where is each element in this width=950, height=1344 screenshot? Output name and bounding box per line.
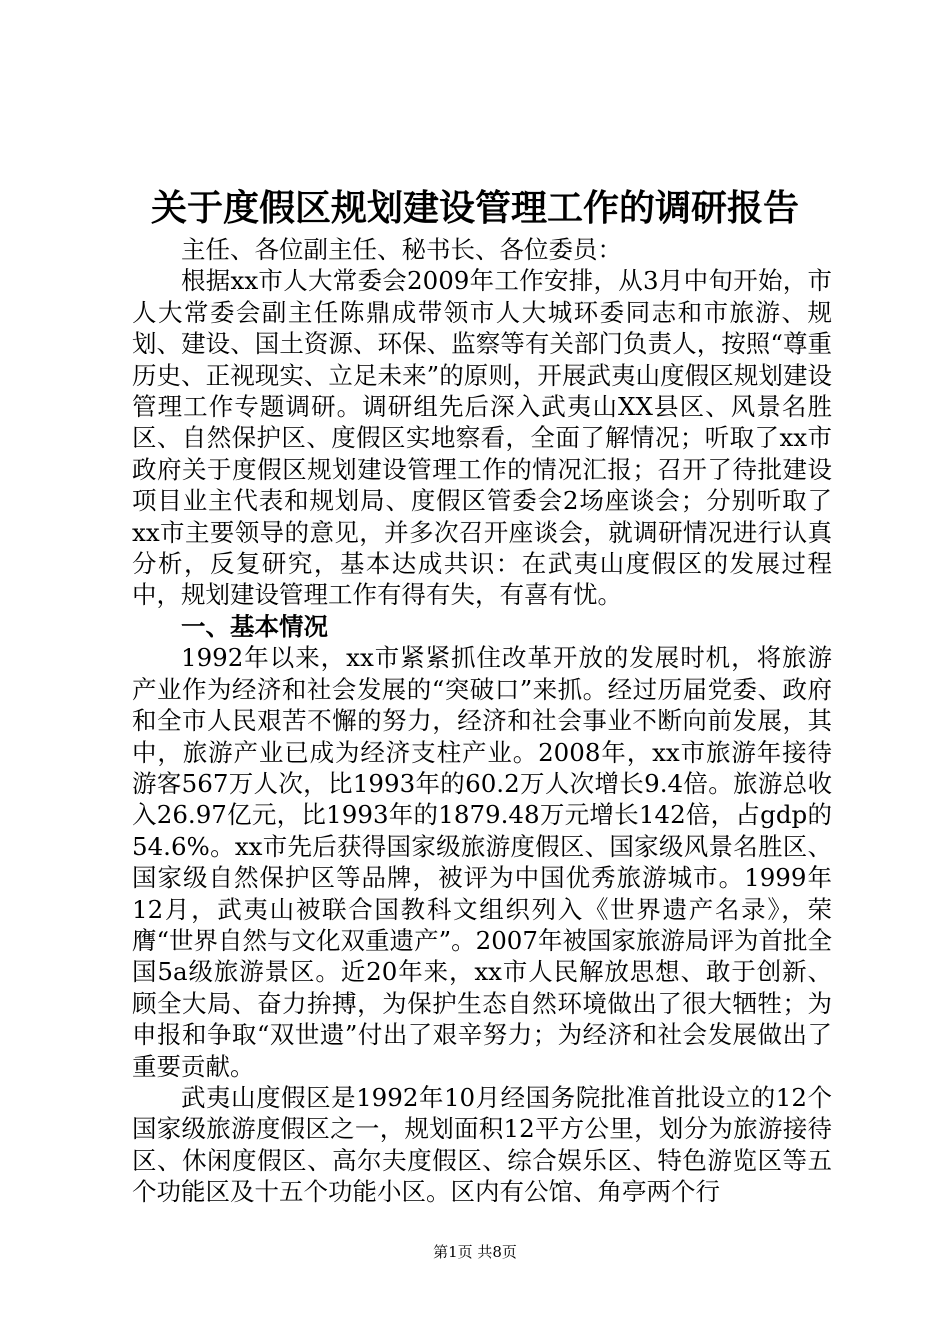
section-heading: 一、基本情况 <box>181 611 328 641</box>
body-paragraph: 武夷山度假区是1992年10月经国务院批准首批设立的12个国家级旅游度假区之一，规划面积12平方公里，划分为旅游接待区、休闲度假区、高尔夫度假区、综合娱乐区、特色游览区等五个功能区及十五个功能小区。区内有公馆、角亭两个行 <box>132 1082 832 1207</box>
document-body <box>132 234 832 1208</box>
page-footer: 第1页 共8页 <box>433 1243 517 1261</box>
document-title: 关于度假区规划建设管理工作的调研报告 <box>150 187 799 229</box>
body-paragraph: 1992年以来，xx市紧紧抓住改革开放的发展时机，将旅游产业作为经济和社会发展的“突破口”来抓。经过历届党委、政府和全市人民艰苦不懈的努力，经济和社会事业不断向前发展，其中，旅游产业已成为经济支柱产业。2008年，xx市旅游年接待游客567万人次，比1993年的60.2万人次增长9.4倍。旅游总收入26.97亿元，比1993年的1879.48万元增长142倍，占gdp的54.6%。xx市先后获得国家级旅游度假区、国家级风景名胜区、国家级自然保护区等品牌，被评为中国优秀旅游城市。1999年12月，武夷山被联合国教科文组织列入《世界遗产名录》，荣膺“世界自然与文化双重遗产”。2007年被国家旅游局评为首批全国5a级旅游景区。近20年来，xx市人民解放思想、敢于创新、顾全大局、奋力拚搏，为保护生态自然环境做出了很大牺牲；为申报和争取“双世遗”付出了艰辛努力；为经济和社会发展做出了重要贡献。 <box>132 643 832 1081</box>
salutation-paragraph: 主任、各位副主任、秘书长、各位委员： <box>181 235 622 264</box>
intro-paragraph: 根据xx市人大常委会2009年工作安排，从3月中旬开始，市人大常委会副主任陈鼎成带领市人大城环委同志和市旅游、规划、建设、国土资源、环保、监察等有关部门负责人，按照“尊重历史、正视现实、立足未来”的原则，开展武夷山度假区规划建设管理工作专题调研。调研组先后深入武夷山XX县区、风景名胜区、自然保护区、度假区实地察看，全面了解情况；听取了xx市政府关于度假区规划建设管理工作的情况汇报；召开了待批建设项目业主代表和规划局、度假区管委会2场座谈会；分别听取了xx市主要领导的意见，并多次召开座谈会，就调研情况进行认真分析，反复研究，基本达成共识：在武夷山度假区的发展过程中，规划建设管理工作有得有失，有喜有忧。 <box>132 266 832 610</box>
